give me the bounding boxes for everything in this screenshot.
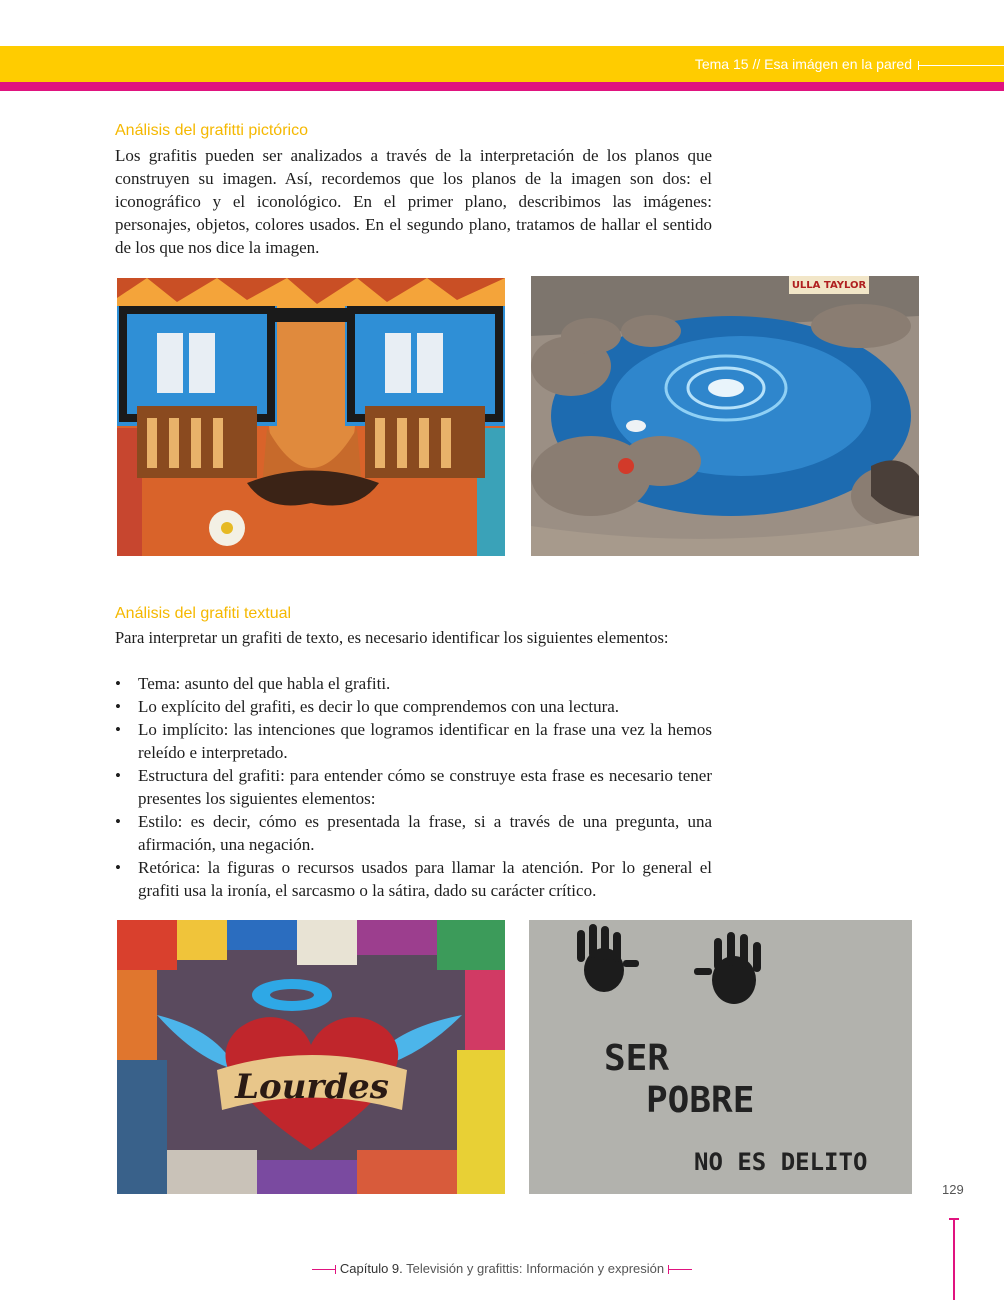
bullet-icon: •	[115, 766, 121, 785]
side-rule	[953, 1218, 955, 1300]
footer	[0, 1261, 1004, 1276]
list-item: • Retórica: la figuras o recursos usados para llamar la atención. Por lo general el grafiti usa la ironía, el sarcasmo o la sátira, dado su carácter crítico.	[115, 858, 712, 900]
section-paragraph-pictorial: Los grafitis pueden ser analizados a través de la interpretación de los planos que construyen su imagen. Así, recordemos que los planos de la imagen son dos: el iconográfico y el iconológico. En el primer plano, describimos las imágenes: personajes, objetos, colores usados. En el segundo plano, tratamos de hallar el sentido de los que nos dice la imagen.	[115, 146, 712, 257]
list-item: • Tema: asunto del que habla el grafiti.	[115, 674, 391, 693]
bullet-icon: •	[115, 858, 121, 877]
list-item: • Lo implícito: las intenciones que logramos identificar en la frase una vez la hemos releído e interpretado.	[115, 720, 712, 762]
elements-list	[115, 672, 712, 902]
bullet-icon: •	[115, 720, 121, 739]
stencil-ser: SER	[604, 1038, 670, 1079]
header-title: Tema 15 // Esa imágen en la pared	[694, 56, 912, 72]
footer-chapter: Capítulo 9.	[339, 1261, 403, 1276]
section-title-textual: Análisis del grafiti textual	[115, 605, 292, 622]
photo-heart-graffiti	[117, 920, 505, 1194]
bullet-icon: •	[115, 812, 121, 831]
footer-rule-left	[312, 1269, 336, 1270]
footer-title: Televisión y grafittis: Información y expresión	[406, 1261, 665, 1276]
header-stripe	[0, 82, 1004, 91]
photo-stencil-hands	[529, 920, 912, 1194]
list-item: • Estilo: es decir, cómo es presentada la frase, si a través de una pregunta, una afirmación, una negación.	[115, 812, 712, 854]
photo-pond-street-painting	[531, 276, 919, 556]
bullet-icon: •	[115, 697, 121, 716]
page-number: 129	[942, 1182, 964, 1197]
section-intro-textual: Para interpretar un grafiti de texto, es necesario identificar los siguientes elementos:	[115, 628, 669, 647]
list-item: • Estructura del grafiti: para entender cómo se construye esta frase es necesario tener presentes los siguientes elementos:	[115, 766, 712, 808]
sign-text: ULLA TAYLOR	[791, 280, 867, 291]
heart-word: Lourdes	[235, 1067, 389, 1107]
photo-sunglasses-mural	[117, 278, 505, 556]
list-item: • Lo explícito del grafiti, es decir lo que comprendemos con una lectura.	[115, 697, 620, 716]
section-title-pictorial: Análisis del grafitti pictórico	[115, 122, 308, 139]
stencil-no-es-delito: NO ES DELITO	[694, 1148, 868, 1176]
header-rule	[918, 65, 1004, 66]
stencil-pobre: POBRE	[646, 1080, 755, 1121]
bullet-icon: •	[115, 674, 121, 693]
footer-rule-right	[668, 1269, 692, 1270]
